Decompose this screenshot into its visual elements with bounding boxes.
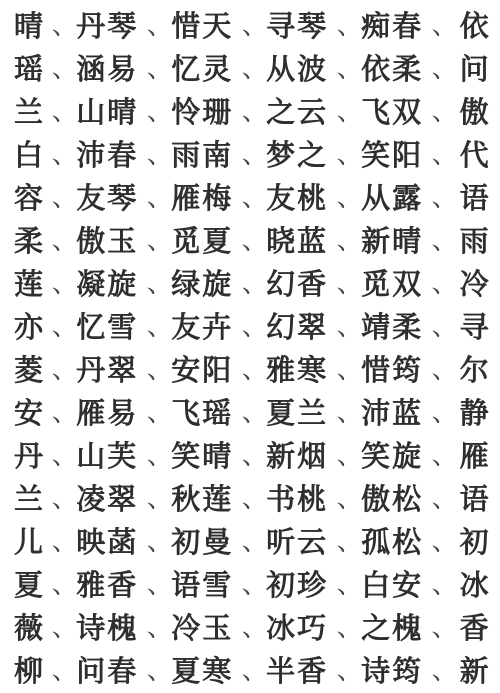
line-head-char: 兰 (14, 482, 46, 516)
name-entry: 靖柔 (361, 310, 424, 344)
text-line (14, 606, 494, 650)
separator: 、 (51, 97, 78, 127)
line-head-char: 柳 (14, 654, 46, 688)
name-entry: 初曼 (171, 525, 234, 559)
name-entry: 绿旋 (171, 267, 234, 301)
line-head-char: 薇 (14, 611, 46, 645)
name-entry: 从波 (266, 52, 329, 86)
name-entry: 惜天 (171, 9, 234, 43)
text-line (14, 348, 494, 392)
name-entry: 夏兰 (266, 396, 329, 430)
name-entry: 梦之 (266, 138, 329, 172)
name-entry: 傲玉 (76, 224, 139, 258)
separator: 、 (336, 140, 363, 170)
name-entry: 白安 (361, 568, 424, 602)
name-entry: 忆雪 (76, 310, 139, 344)
separator: 、 (146, 441, 173, 471)
separator: 、 (241, 183, 268, 213)
name-entry: 诗筠 (361, 654, 424, 688)
separator: 、 (241, 54, 268, 84)
text-line (14, 90, 494, 134)
name-entry: 听云 (266, 525, 329, 559)
separator: 、 (241, 656, 268, 686)
name-entry: 书桃 (266, 482, 329, 516)
name-entry: 觅夏 (171, 224, 234, 258)
separator: 、 (241, 441, 268, 471)
separator: 、 (431, 527, 458, 557)
text-line (14, 262, 494, 306)
separator: 、 (146, 312, 173, 342)
separator: 、 (431, 656, 458, 686)
separator: 、 (336, 312, 363, 342)
separator: 、 (336, 97, 363, 127)
separator: 、 (431, 269, 458, 299)
name-entry: 友琴 (76, 181, 139, 215)
line-tail-char: 尔 (459, 353, 491, 387)
name-entry: 雅香 (76, 568, 139, 602)
line-head-char: 柔 (14, 224, 46, 258)
name-entry: 笑晴 (171, 439, 234, 473)
separator: 、 (241, 226, 268, 256)
separator: 、 (336, 570, 363, 600)
line-head-char: 丹 (14, 439, 46, 473)
separator: 、 (241, 570, 268, 600)
name-entry: 语雪 (171, 568, 234, 602)
name-entry: 映菡 (76, 525, 139, 559)
line-tail-char: 傲 (459, 95, 491, 129)
separator: 、 (336, 441, 363, 471)
line-tail-char: 冷 (459, 267, 491, 301)
name-entry: 冷玉 (171, 611, 234, 645)
separator: 、 (51, 11, 78, 41)
name-entry: 秋莲 (171, 482, 234, 516)
text-line (14, 176, 494, 220)
name-entry: 丹琴 (76, 9, 139, 43)
separator: 、 (241, 140, 268, 170)
separator: 、 (336, 398, 363, 428)
separator: 、 (431, 613, 458, 643)
name-entry: 怜珊 (171, 95, 234, 129)
text-line (14, 133, 494, 177)
text-line (14, 477, 494, 521)
line-head-char: 晴 (14, 9, 46, 43)
separator: 、 (51, 441, 78, 471)
separator: 、 (336, 613, 363, 643)
line-head-char: 菱 (14, 353, 46, 387)
separator: 、 (146, 54, 173, 84)
name-entry: 沛春 (76, 138, 139, 172)
text-line (14, 219, 494, 263)
text-line (14, 305, 494, 349)
name-entry: 觅双 (361, 267, 424, 301)
separator: 、 (241, 97, 268, 127)
separator: 、 (146, 656, 173, 686)
name-entry: 惜筠 (361, 353, 424, 387)
separator: 、 (431, 398, 458, 428)
separator: 、 (241, 484, 268, 514)
name-entry: 从露 (361, 181, 424, 215)
line-head-char: 儿 (14, 525, 46, 559)
separator: 、 (51, 527, 78, 557)
separator: 、 (51, 570, 78, 600)
name-entry: 丹翠 (76, 353, 139, 387)
name-entry: 问春 (76, 654, 139, 688)
separator: 、 (146, 355, 173, 385)
separator: 、 (431, 183, 458, 213)
separator: 、 (336, 54, 363, 84)
text-line (14, 649, 494, 693)
separator: 、 (241, 613, 268, 643)
name-entry: 友桃 (266, 181, 329, 215)
name-entry: 新晴 (361, 224, 424, 258)
name-entry: 新烟 (266, 439, 329, 473)
name-entry: 之云 (266, 95, 329, 129)
separator: 、 (336, 269, 363, 299)
separator: 、 (241, 312, 268, 342)
text-line (14, 520, 494, 564)
separator: 、 (431, 484, 458, 514)
name-entry: 傲松 (361, 482, 424, 516)
name-entry: 痴春 (361, 9, 424, 43)
name-entry: 寻琴 (266, 9, 329, 43)
name-entry: 山晴 (76, 95, 139, 129)
separator: 、 (431, 441, 458, 471)
separator: 、 (241, 527, 268, 557)
text-line (14, 47, 494, 91)
name-entry: 雅寒 (266, 353, 329, 387)
line-tail-char: 雨 (459, 224, 491, 258)
name-entry: 夏寒 (171, 654, 234, 688)
separator: 、 (51, 183, 78, 213)
name-entry: 沛蓝 (361, 396, 424, 430)
line-tail-char: 冰 (459, 568, 491, 602)
separator: 、 (146, 484, 173, 514)
text-line (14, 563, 494, 607)
line-tail-char: 语 (459, 482, 491, 516)
line-tail-char: 静 (459, 396, 491, 430)
separator: 、 (336, 656, 363, 686)
separator: 、 (146, 570, 173, 600)
separator: 、 (51, 312, 78, 342)
name-entry: 笑阳 (361, 138, 424, 172)
line-tail-char: 代 (459, 138, 491, 172)
separator: 、 (146, 613, 173, 643)
separator: 、 (241, 11, 268, 41)
separator: 、 (51, 398, 78, 428)
separator: 、 (431, 54, 458, 84)
name-entry: 孤松 (361, 525, 424, 559)
separator: 、 (51, 140, 78, 170)
line-head-char: 莲 (14, 267, 46, 301)
line-tail-char: 香 (459, 611, 491, 645)
line-tail-char: 语 (459, 181, 491, 215)
separator: 、 (431, 226, 458, 256)
separator: 、 (336, 527, 363, 557)
name-entry: 初珍 (266, 568, 329, 602)
name-entry: 冰巧 (266, 611, 329, 645)
separator: 、 (431, 355, 458, 385)
text-line (14, 434, 494, 478)
separator: 、 (51, 484, 78, 514)
name-entry: 诗槐 (76, 611, 139, 645)
line-head-char: 白 (14, 138, 46, 172)
line-head-char: 夏 (14, 568, 46, 602)
separator: 、 (431, 570, 458, 600)
separator: 、 (51, 226, 78, 256)
name-entry: 晓蓝 (266, 224, 329, 258)
name-entry: 凝旋 (76, 267, 139, 301)
line-head-char: 亦 (14, 310, 46, 344)
separator: 、 (51, 269, 78, 299)
separator: 、 (336, 226, 363, 256)
line-head-char: 兰 (14, 95, 46, 129)
line-tail-char: 新 (459, 654, 491, 688)
separator: 、 (51, 355, 78, 385)
name-entry: 忆灵 (171, 52, 234, 86)
name-entry: 飞瑶 (171, 396, 234, 430)
name-entry: 笑旋 (361, 439, 424, 473)
name-entry: 友卉 (171, 310, 234, 344)
text-line (14, 4, 494, 48)
separator: 、 (431, 97, 458, 127)
line-head-char: 容 (14, 181, 46, 215)
separator: 、 (146, 183, 173, 213)
separator: 、 (431, 312, 458, 342)
separator: 、 (51, 656, 78, 686)
line-tail-char: 寻 (459, 310, 491, 344)
line-tail-char: 初 (459, 525, 491, 559)
separator: 、 (146, 527, 173, 557)
separator: 、 (146, 97, 173, 127)
separator: 、 (336, 11, 363, 41)
separator: 、 (241, 269, 268, 299)
separator: 、 (146, 269, 173, 299)
text-line (14, 391, 494, 435)
separator: 、 (431, 11, 458, 41)
separator: 、 (241, 398, 268, 428)
name-entry: 依柔 (361, 52, 424, 86)
name-entry: 幻翠 (266, 310, 329, 344)
name-entry: 幻香 (266, 267, 329, 301)
separator: 、 (336, 484, 363, 514)
name-entry: 山芙 (76, 439, 139, 473)
line-head-char: 安 (14, 396, 46, 430)
name-entry: 安阳 (171, 353, 234, 387)
line-tail-char: 问 (459, 52, 491, 86)
line-tail-char: 雁 (459, 439, 491, 473)
separator: 、 (336, 355, 363, 385)
name-entry: 飞双 (361, 95, 424, 129)
separator: 、 (146, 11, 173, 41)
separator: 、 (51, 54, 78, 84)
separator: 、 (146, 226, 173, 256)
separator: 、 (146, 140, 173, 170)
name-entry: 凌翠 (76, 482, 139, 516)
separator: 、 (51, 613, 78, 643)
line-head-char: 瑶 (14, 52, 46, 86)
name-entry: 半香 (266, 654, 329, 688)
separator: 、 (241, 355, 268, 385)
name-entry: 雁梅 (171, 181, 234, 215)
line-tail-char: 依 (459, 9, 491, 43)
separator: 、 (336, 183, 363, 213)
name-entry: 涵易 (76, 52, 139, 86)
name-entry: 雁易 (76, 396, 139, 430)
name-entry: 之槐 (361, 611, 424, 645)
separator: 、 (146, 398, 173, 428)
separator: 、 (431, 140, 458, 170)
name-entry: 雨南 (171, 138, 234, 172)
